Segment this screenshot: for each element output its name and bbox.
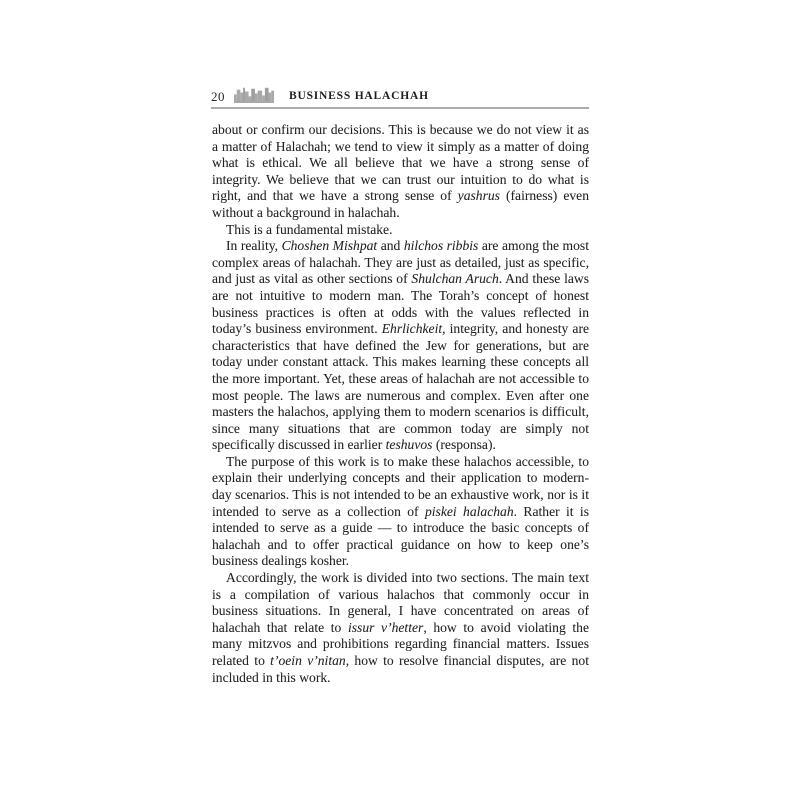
- text-run: about or confirm our decisions. This is because we do not view it as a matter of Halachah; we tend to view it simply as a matter of doing what is ethical. We all believe that we have a strong sense of integrity. We believe that we can trust our intuition to do what is right, and that we have a strong sense of: [212, 122, 589, 204]
- italic-term: Choshen Mishpat: [281, 238, 378, 254]
- italic-term: yashrus: [457, 188, 500, 204]
- italic-term: Shulchan Aruch: [411, 271, 499, 287]
- text-run: , integrity, and honesty are characteristics that have defined the Jew for generations, but are today under constant attack. This makes learning these concepts all the more important. Yet, these areas of halachah are not accessible to most people. The laws are numerous and complex. Even after one masters the halachos, applying them to modern scenarios is difficult, since many situations that are common today are simply not specifically discussed in earlier: [212, 321, 590, 453]
- italic-term: piskei halachah: [424, 503, 514, 519]
- city-skyline-icon: [234, 84, 274, 103]
- body-text: [212, 113, 589, 686]
- italic-term: teshuvos: [385, 437, 433, 453]
- text-run: . Rather it is intended to serve as a guide — to introduce the basic concepts of halachah and to offer practical guidance on how to keep one’s business dealings kosher.: [212, 503, 589, 569]
- text-run: This is a fundamental mistake.: [226, 221, 393, 237]
- text-run: , how to avoid violating the many mitzvos and prohibitions regarding financial matters. Issues related to: [212, 619, 589, 668]
- header-title: BUSINESS HALACHAH: [289, 89, 429, 102]
- page-number: 20: [211, 89, 225, 104]
- text-run: (fairness) even without a background in halachah.: [212, 188, 590, 220]
- italic-term: t’oein v’nitan,: [270, 653, 350, 668]
- text-run: how to resolve financial disputes, are not included in this work.: [212, 653, 589, 685]
- paragraph: [212, 454, 589, 570]
- paragraph: [212, 222, 589, 239]
- italic-term: Ehrlichkeit: [381, 321, 443, 337]
- running-header: [211, 82, 589, 109]
- text-run: and: [377, 238, 404, 254]
- text-run: The purpose of this work is to make these halachos accessible, to explain their underlying concepts and their application to modern-day scenarios. This is not intended to be an exhaustive work, nor is it intended to serve as a collection of: [212, 453, 589, 519]
- paragraph: [212, 238, 589, 454]
- italic-term: hilchos ribbis: [403, 238, 479, 254]
- text-run: (responsa).: [432, 437, 496, 453]
- italic-term: issur v’hetter: [347, 619, 424, 635]
- text-run: In reality,: [226, 238, 282, 254]
- text-run: . And these laws are not intuitive to modern man. The Torah’s concept of honest business practices is often at odds with the values reflected in today’s business environment.: [212, 271, 590, 337]
- text-run: Accordingly, the work is divided into two sections. The main text is a compilation of various halachos that commonly occur in business situations. In general, I have concentrated on areas of halachah that relate to: [212, 570, 589, 635]
- paragraph: [212, 122, 589, 222]
- paragraph: [212, 570, 589, 686]
- text-run: are among the most complex areas of halachah. They are just as detailed, just as specific, and just as vital as other sections of: [212, 238, 589, 287]
